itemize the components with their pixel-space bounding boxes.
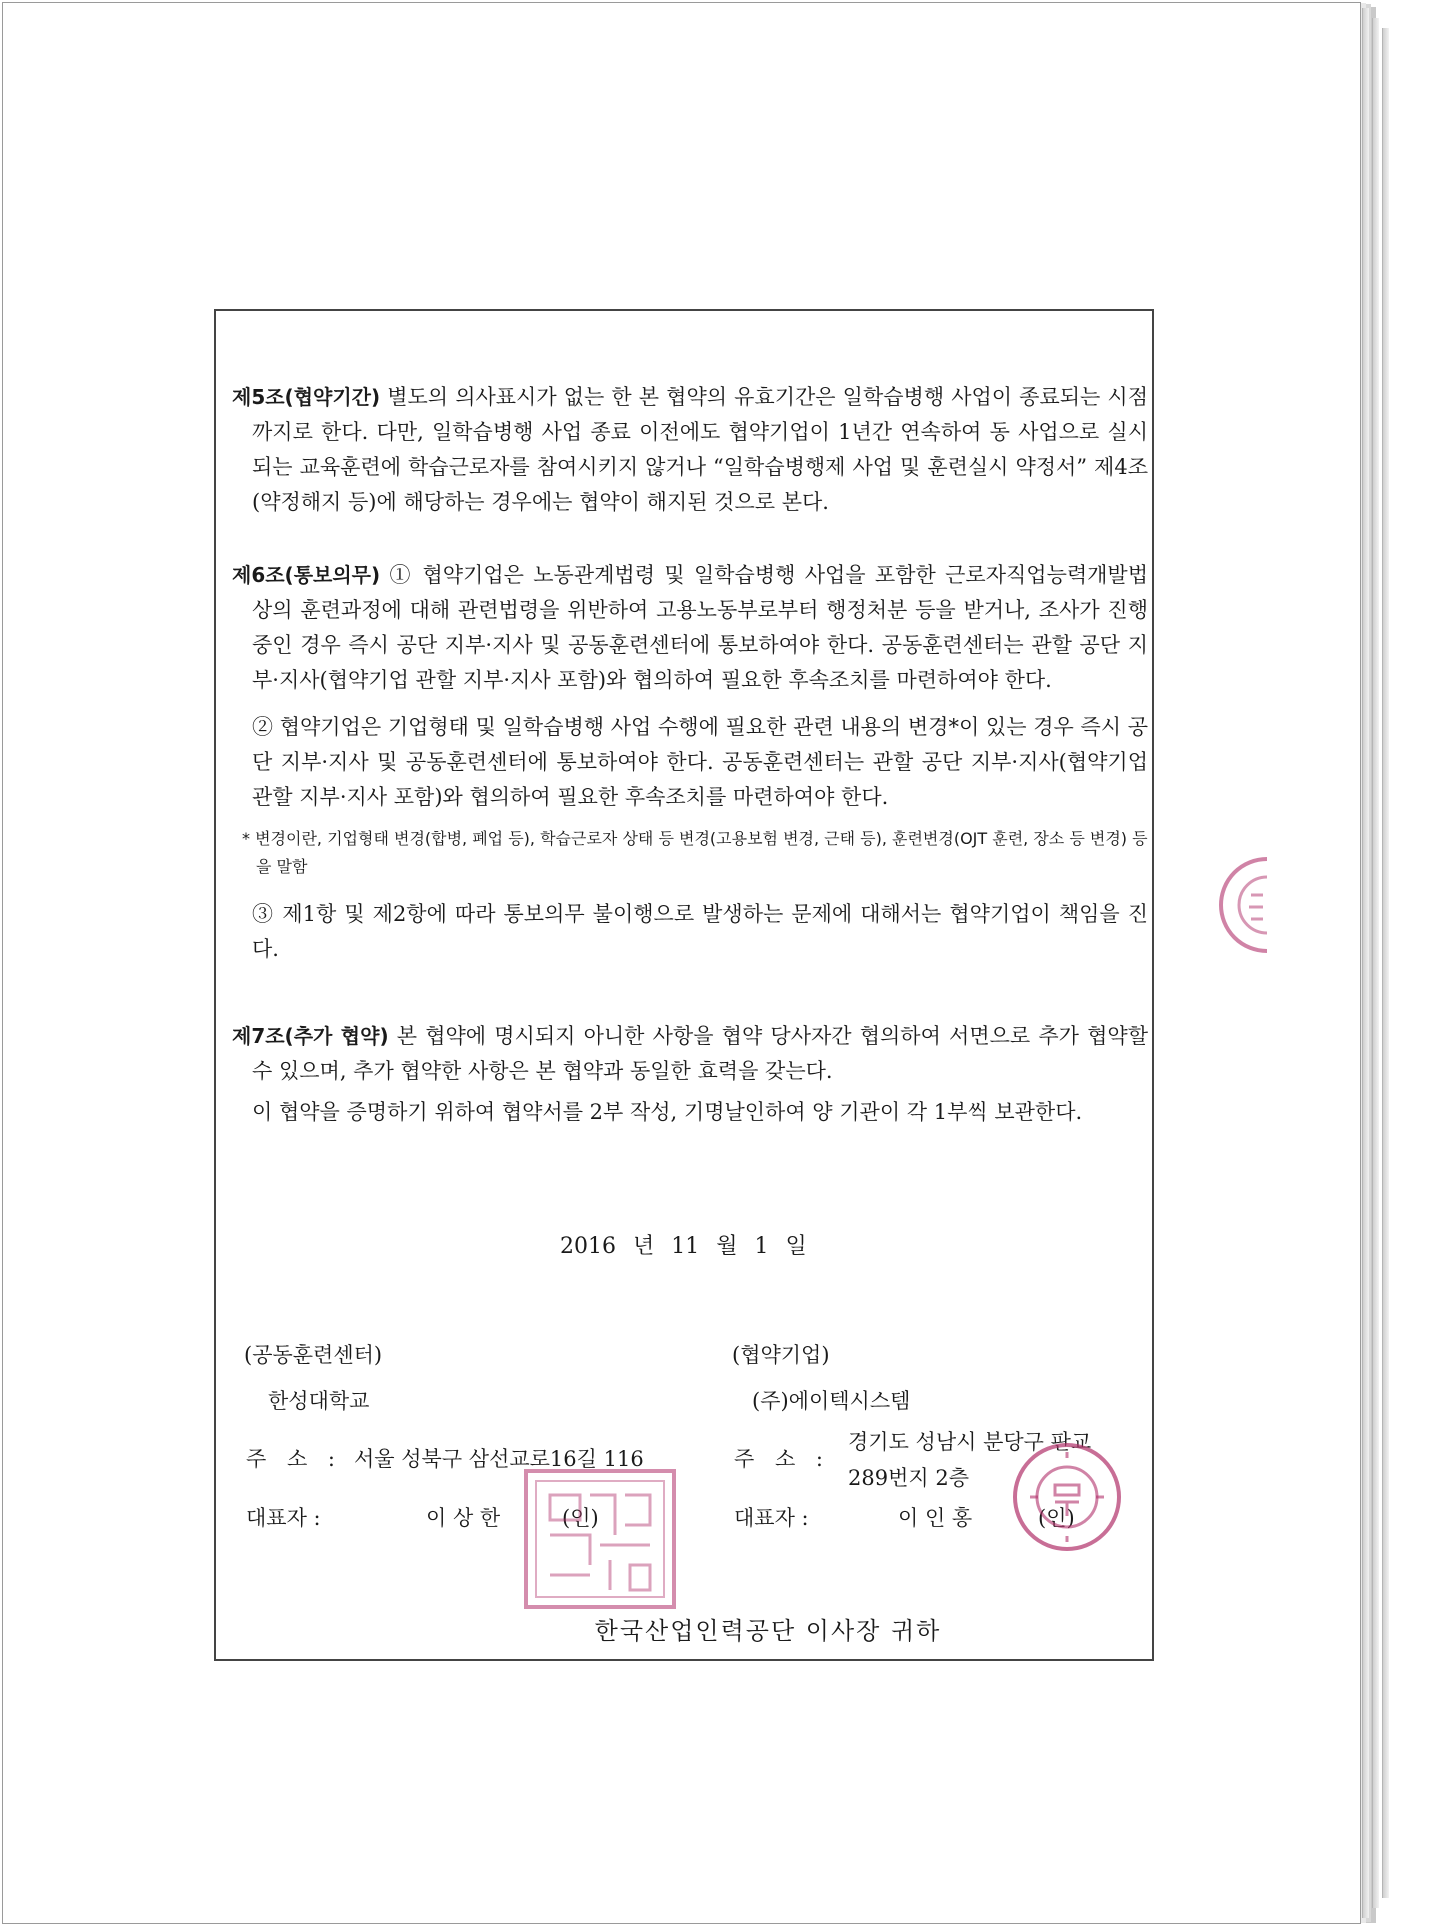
article-7-heading: 제7조(추가 협약)	[232, 1024, 389, 1048]
article-6-item-2: ② 협약기업은 기업형태 및 일학습병행 사업 수행에 필요한 관련 내용의 변경*이 있는 경우 즉시 공단 지부·지사 및 공동훈련센터에 통보하여야 한다. 공동훈련센터는 관할 공단 지부·지사(협약기업 관할 지부·지사 포함)와 협의하여 필요한 후속조치를 마련하여야 한다.	[252, 715, 1148, 809]
article-7	[232, 1019, 1148, 1130]
article-7-body: 본 협약에 명시되지 아니한 사항을 협약 당사자간 협의하여 서면으로 추가 협약할 수 있으며, 추가 협약한 사항은 본 협약과 동일한 효력을 갖는다.	[252, 1024, 1148, 1083]
margin-seal-partial	[1215, 855, 1267, 955]
date-year: 2016	[560, 1234, 616, 1259]
article-6-note: * 변경이란, 기업형태 변경(합병, 폐업 등), 학습근로자 상태 등 변경(고용보험 변경, 근태 등), 훈련변경(OJT 훈련, 장소 등 변경) 등을 말함	[242, 829, 1148, 876]
date-month-unit: 월	[716, 1234, 738, 1259]
right-address-label: 주 소 :	[734, 1447, 823, 1471]
right-party-name: (주)에이텍시스템	[752, 1389, 911, 1413]
date-day: 1	[754, 1234, 769, 1259]
left-party-label: (공동훈련센터)	[244, 1343, 383, 1367]
right-party-label: (협약기업)	[732, 1343, 830, 1367]
article-6-heading: 제6조(통보의무)	[232, 563, 381, 587]
left-official-seal	[520, 1465, 680, 1613]
article-5-body: 별도의 의사표시가 없는 한 본 협약의 유효기간은 일학습병행 사업이 종료되는 시점까지로 한다. 다만, 일학습병행 사업 종료 이전에도 협약기업이 1년간 연속하여 동 사업으로 실시되는 교육훈련에 학습근로자를 참여시키지 않거나 “일학습병행제 사업 및 훈련실시 약정서” 제4조(약정해지 등)에 해당하는 경우에는 협약이 해지된 것으로 본다.	[252, 385, 1148, 514]
right-company-seal	[1010, 1440, 1125, 1555]
closing-statement: 이 협약을 증명하기 위하여 협약서를 2부 작성, 기명날인하여 양 기관이 각 1부씩 보관한다.	[252, 1100, 1083, 1124]
left-address: 서울 성북구 삼선교로16길 116	[354, 1447, 644, 1471]
right-address-line-1: 경기도 성남시 분당구 판교	[848, 1430, 1092, 1454]
right-seal-mark: (인)	[1038, 1506, 1075, 1530]
left-rep-label: 대표자 :	[246, 1506, 321, 1530]
right-address-line-2: 289번지 2층	[848, 1466, 969, 1490]
article-5	[232, 380, 1148, 520]
article-6-item-3: ③ 제1항 및 제2항에 따라 통보의무 불이행으로 발생하는 문제에 대해서는 협약기업이 책임을 진다.	[252, 902, 1148, 961]
date-day-unit: 일	[785, 1234, 807, 1259]
article-5-heading: 제5조(협약기간)	[232, 385, 381, 409]
left-address-label: 주 소 :	[246, 1447, 335, 1471]
right-rep-name: 이 인 홍	[898, 1506, 973, 1530]
article-6-item-1: ① 협약기업은 노동관계법령 및 일학습병행 사업을 포함한 근로자직업능력개발법 상의 훈련과정에 대해 관련법령을 위반하여 고용노동부로부터 행정처분 등을 받거나, 조사가 진행 중인 경우 즉시 공단 지부·지사 및 공동훈련센터에 통보하여야 한다. 공동훈련센터는 관할 공단 지부·지사(협약기업 관할 지부·지사 포함)와 협의하여 필요한 후속조치를 마련하여야 한다.	[252, 563, 1148, 692]
left-seal-mark: (인)	[562, 1506, 599, 1530]
addressee-line: 한국산업인력공단 이사장 귀하	[594, 1617, 942, 1645]
left-rep-name: 이 상 한	[426, 1506, 501, 1530]
agreement-date	[560, 1229, 807, 1260]
date-year-unit: 년	[633, 1234, 655, 1259]
date-month: 11	[671, 1234, 700, 1259]
right-rep-label: 대표자 :	[734, 1506, 809, 1530]
left-party-name: 한성대학교	[268, 1389, 370, 1413]
article-6	[232, 558, 1148, 967]
